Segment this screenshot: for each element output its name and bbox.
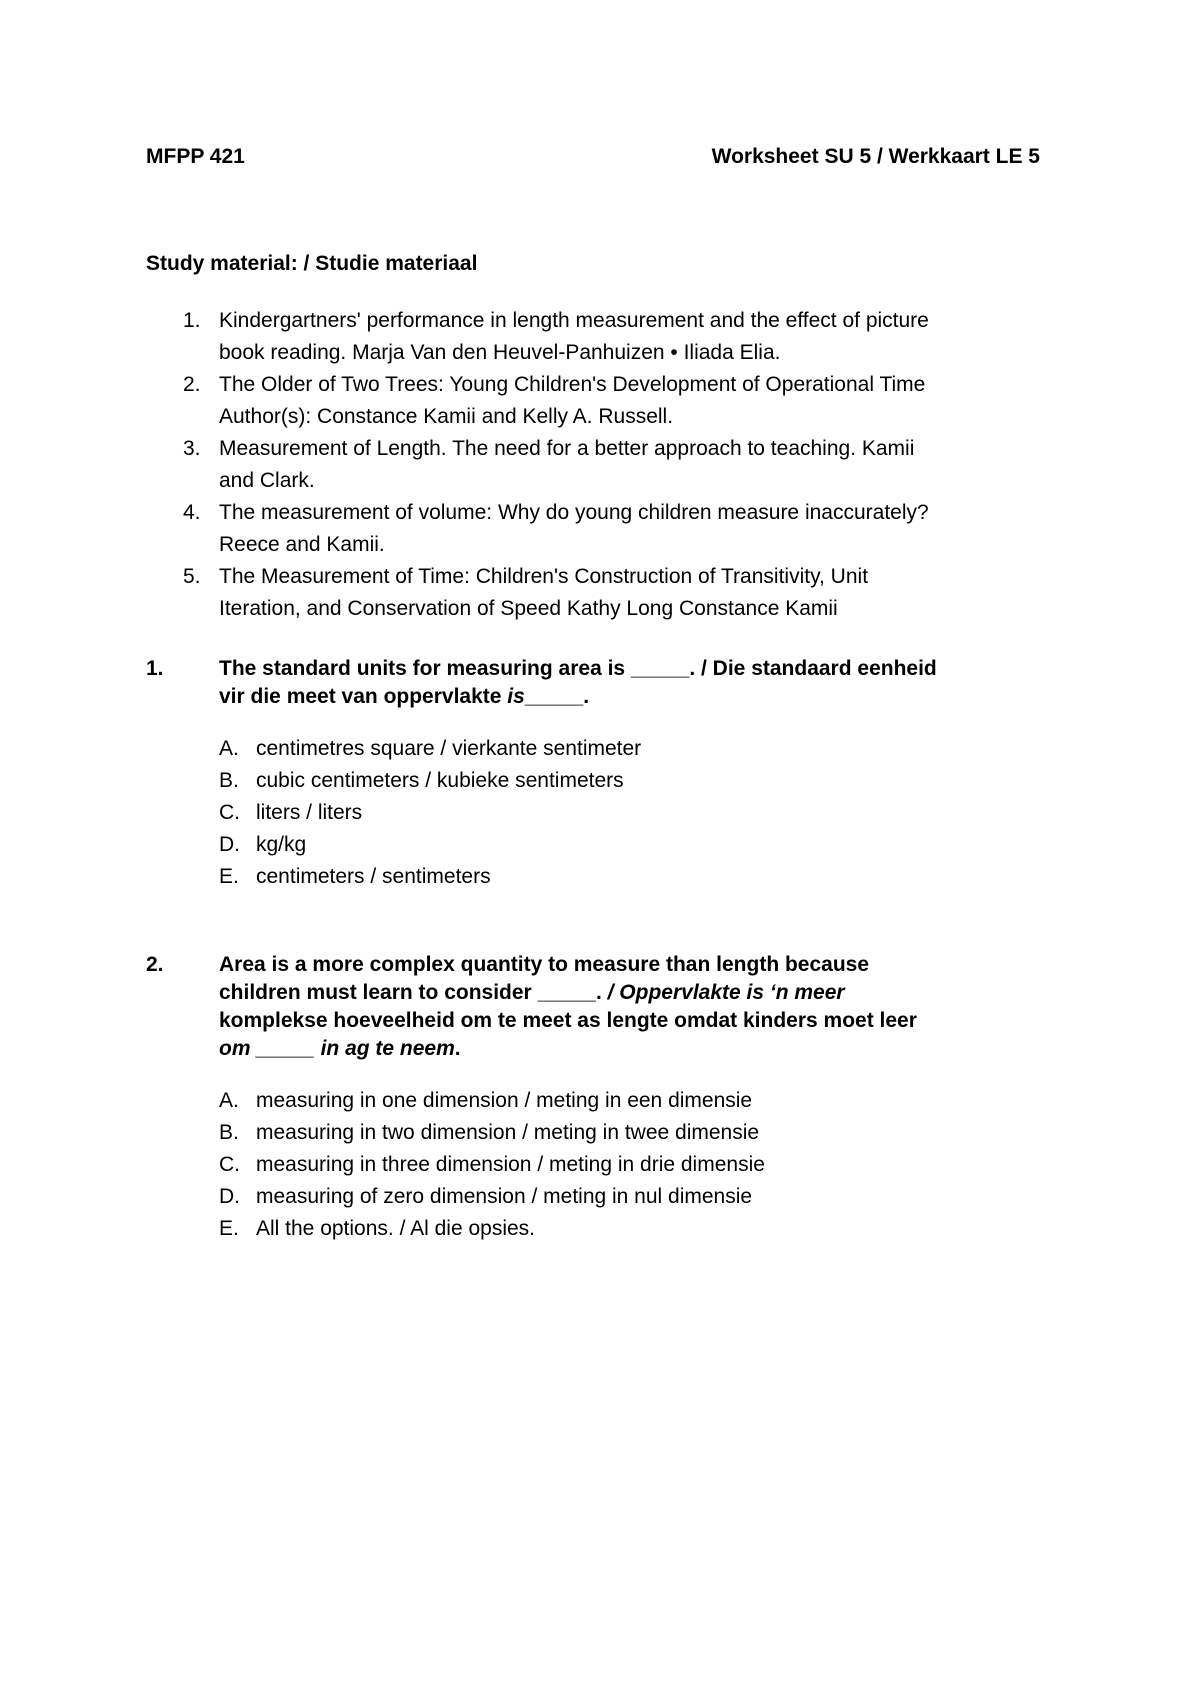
question-text: vir die meet van oppervlakte [219,685,508,708]
question-2 [146,951,1066,1245]
item-line: Author(s): Constance Kamii and Kelly A. Russell. [219,405,674,428]
question-text-italic: in ag te neem [320,1037,455,1060]
question-line [219,979,1066,1007]
option-text: measuring in two dimension / meting in twee dimensie [256,1121,760,1144]
question-text-italic: om _____ [219,1037,321,1060]
question-text: children must learn to consider _____. [219,981,608,1004]
question-text-italic: / Oppervlakte is ‘n meer [607,981,845,1004]
item-number: 2. [183,373,201,396]
answer-option [146,765,1066,797]
study-material-item [146,497,1066,561]
answer-option [146,1117,1066,1149]
question-text-italic: is [507,685,525,708]
question-line: The standard units for measuring area is _____. / Die standaard eenheid [219,657,937,680]
item-line: Iteration, and Conservation of Speed Kathy Long Constance Kamii [219,597,838,620]
answer-option [146,861,1066,893]
question-stem [146,951,1066,1063]
option-letter: A. [219,1089,239,1112]
answer-option [146,1213,1066,1245]
answer-options [146,1085,1066,1245]
question-line: Area is a more complex quantity to measure than length because [219,953,870,976]
question-line-italic: komplekse hoeveelheid om te meet as lengte omdat kinders moet leer [219,1009,917,1032]
item-number: 1. [183,309,201,332]
question-1 [146,655,1066,893]
option-text: liters / liters [256,801,363,824]
item-line: The Measurement of Time: Children's Construction of Transitivity, Unit [219,565,869,588]
option-letter: D. [219,1185,240,1208]
study-material-item [146,433,1066,497]
course-code: MFPP 421 [146,145,245,168]
question-stem [146,655,1066,711]
question-number: 2. [146,953,164,976]
item-line: The Older of Two Trees: Young Children's Development of Operational Time [219,373,926,396]
question-text: . [454,1037,461,1060]
question-line [219,1035,1066,1063]
answer-options [146,733,1066,893]
study-material-item [146,369,1066,433]
item-line: The measurement of volume: Why do young children measure inaccurately? [219,501,929,524]
option-letter: B. [219,769,239,792]
option-letter: E. [219,1217,239,1240]
option-text: measuring of zero dimension / meting in nul dimensie [256,1185,753,1208]
study-material-item [146,305,1066,369]
question-line [219,683,1066,711]
option-text: kg/kg [256,833,307,856]
option-letter: D. [219,833,240,856]
item-line: Kindergartners' performance in length measurement and the effect of picture [219,309,929,332]
option-letter: A. [219,737,239,760]
item-number: 5. [183,565,201,588]
option-text: measuring in three dimension / meting in drie dimensie [256,1153,765,1176]
option-text: cubic centimeters / kubieke sentimeters [256,769,624,792]
answer-option [146,1085,1066,1117]
option-text: centimetres square / vierkante sentimeter [256,737,642,760]
study-material-item [146,561,1066,625]
option-letter: E. [219,865,239,888]
worksheet-title: Worksheet SU 5 / Werkkaart LE 5 [711,145,1040,168]
option-letter: B. [219,1121,239,1144]
page-header [146,145,1040,177]
answer-option [146,797,1066,829]
option-letter: C. [219,801,240,824]
item-number: 4. [183,501,201,524]
option-letter: C. [219,1153,240,1176]
study-material-heading: Study material: / Studie materiaal [146,252,478,275]
answer-option [146,733,1066,765]
option-text: centimeters / sentimeters [256,865,491,888]
item-number: 3. [183,437,201,460]
answer-option [146,1149,1066,1181]
item-line: book reading. Marja Van den Heuvel-Panhuizen • Iliada Elia. [219,341,781,364]
option-text: All the options. / Al die opsies. [256,1217,535,1240]
option-text: measuring in one dimension / meting in een dimensie [256,1089,753,1112]
study-material-list [146,305,1066,625]
answer-option [146,1181,1066,1213]
answer-option [146,829,1066,861]
item-line: Reece and Kamii. [219,533,385,556]
item-line: Measurement of Length. The need for a better approach to teaching. Kamii [219,437,915,460]
question-text: _____. [524,685,590,708]
item-line: and Clark. [219,469,315,492]
question-number: 1. [146,657,164,680]
